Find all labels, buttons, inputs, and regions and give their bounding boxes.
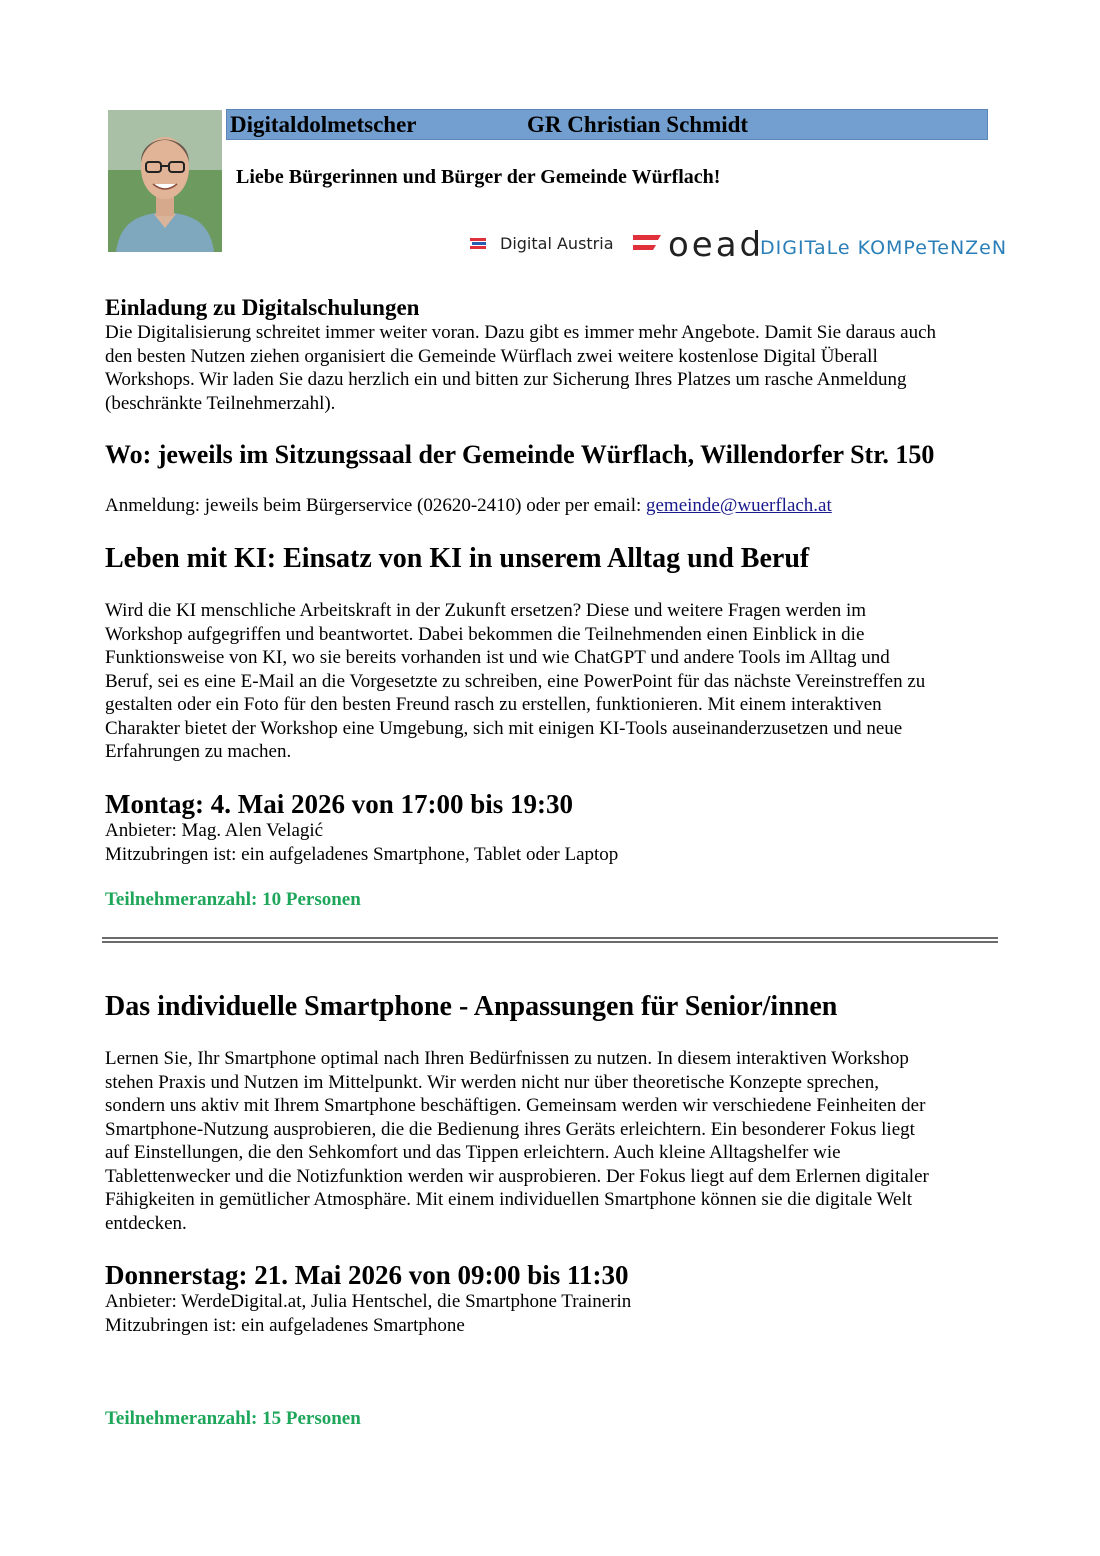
greeting: Liebe Bürgerinnen und Bürger der Gemeinde Würflach! xyxy=(236,166,721,188)
workshop-provider: Anbieter: WerdeDigital.at, Julia Hentschel, die Smartphone Trainerin xyxy=(105,1291,632,1312)
intro-heading: Einladung zu Digitalschulungen xyxy=(105,295,420,320)
workshop-bring: Mitzubringen ist: ein aufgeladenes Smartphone xyxy=(105,1315,465,1336)
digital-austria-logo-icon xyxy=(470,238,486,249)
workshop-title: Leben mit KI: Einsatz von KI in unserem Alltag und Beruf xyxy=(105,543,810,574)
logo-digitale-kompetenzen: DIGITaLe KOMPeTeNZeN xyxy=(760,237,1008,259)
partner-logos xyxy=(468,225,1008,265)
registration-line xyxy=(105,494,832,517)
workshop-description: Lernen Sie, Ihr Smartphone optimal nach Ihren Bedürfnissen zu nutzen. In diesem interaktiven Workshop stehen Praxis und Nutzen im Mittelpunkt. Wir werden nicht nur über theoretische Konzepte sprechen, sondern uns aktiv mit Ihrem Smartphone beschäftigen. Gemeinsam werden wir verschiedene Feinheiten der Smartphone-Nutzung ausprobieren, die die Bedienung ihres Geräts erleichtern. Ein besonderer Fokus liegt auf Einstellungen, die den Sehkomfort und das Tippen erleichtern. Auch kleine Alltagshelfer wie Tablettenwecker und die Notizfunktion werden wir ausprobieren. Der Fokus liegt auf dem Erlernen digitaler Fähigkeiten in gemütlicher Atmosphäre. Mit einem individuellen Smartphone können sie die digitale Welt entdecken. xyxy=(105,1048,929,1234)
workshop-date: Montag: 4. Mai 2026 von 17:00 bis 19:30 xyxy=(105,789,573,819)
workshop-provider: Anbieter: Mag. Alen Velagić xyxy=(105,820,324,841)
title-bar xyxy=(226,109,988,140)
header-role: Digitaldolmetscher xyxy=(230,112,417,137)
workshop-description: Wird die KI menschliche Arbeitskraft in der Zukunft ersetzen? Diese und weitere Fragen werden im Workshop aufgegriffen und beantwortet. Dabei bekommen die Teilnehmenden einen Einblick in die Funktionsweise von KI, wo sie bereits vorhanden ist und wie ChatGPT und andere Tools im Alltag und Beruf, sei es eine E-Mail an die Vorgesetzte zu schreiben, eine PowerPoint für das nächste Vereinstreffen zu gestalten oder ein Foto für den besten Freund rasch zu erstellen, funktionieren. Mit einem interaktiven Charakter bietet der Workshop eine Umgebung, sich mit einigen KI-Tools auseinanderzusetzen und neue Erfahrungen zu machen. xyxy=(105,600,926,762)
portrait-photo xyxy=(108,110,222,252)
workshop-bring: Mitzubringen ist: ein aufgeladenes Smartphone, Tablet oder Laptop xyxy=(105,844,619,865)
header-name: GR Christian Schmidt xyxy=(527,112,749,137)
location-heading: Wo: jeweils im Sitzungssaal der Gemeinde Würflach, Willendorfer Str. 150 xyxy=(105,440,935,469)
logo-digital-austria: Digital Austria xyxy=(500,234,614,253)
workshop-title: Das individuelle Smartphone - Anpassungen für Senior/innen xyxy=(105,991,838,1022)
email-link[interactable]: gemeinde@wuerflach.at xyxy=(646,495,832,516)
workshop-participants: Teilnehmeranzahl: 10 Personen xyxy=(105,889,361,910)
austria-flag-icon xyxy=(633,235,661,250)
intro-text: Die Digitalisierung schreitet immer weiter voran. Dazu gibt es immer mehr Angebote. Damit Sie daraus auch den besten Nutzen ziehen organisiert die Gemeinde Würflach zwei weitere kostenlose Digital Überall Workshops. Wir laden Sie dazu herzlich ein und bitten zur Sicherung Ihres Platzes um rasche Anmeldung (beschränkte Teilnehmerzahl). xyxy=(105,322,936,414)
registration-text: Anmeldung: jeweils beim Bürgerservice (02620-2410) oder per email: xyxy=(105,495,642,516)
workshop-participants: Teilnehmeranzahl: 15 Personen xyxy=(105,1408,361,1429)
section-divider xyxy=(102,937,998,943)
workshop-date: Donnerstag: 21. Mai 2026 von 09:00 bis 11:30 xyxy=(105,1260,629,1290)
logo-oead: oead xyxy=(668,225,765,265)
